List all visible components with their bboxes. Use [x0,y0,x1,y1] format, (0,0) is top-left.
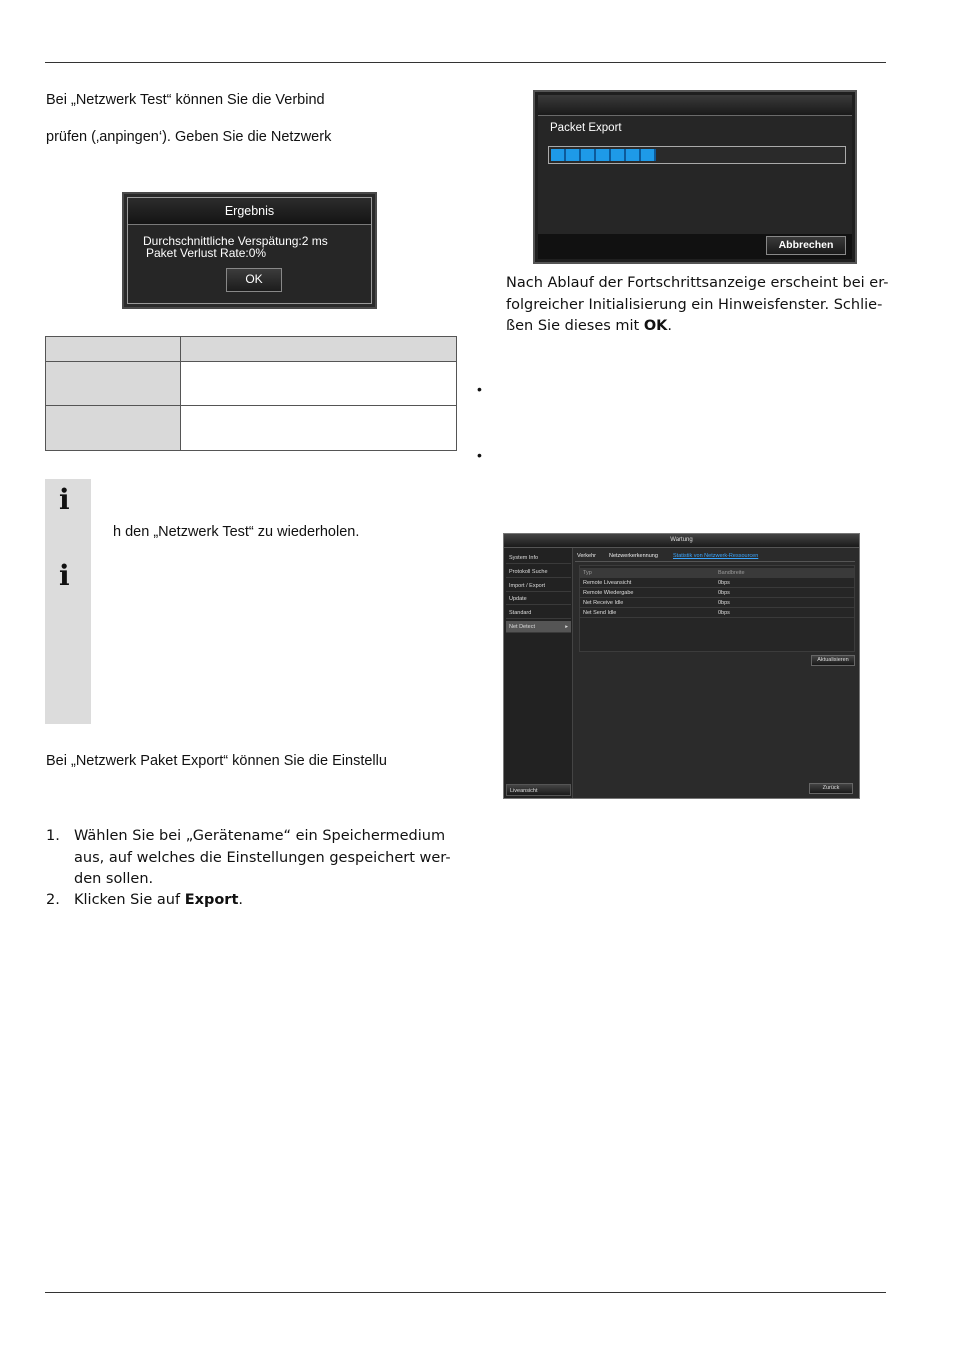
text-line: Nach Ablauf der Fortschrittsanzeige erscheint bei er- [506,275,889,291]
row-bandwidth: 0bps [718,590,730,596]
bullet: • [477,447,482,463]
text-line [506,316,888,338]
table-row [580,588,854,598]
top-rule [45,62,886,63]
back-button[interactable]: Zurück [809,783,853,794]
tab-netzwerkerkennung[interactable]: Netzwerkerkennung [609,553,658,559]
table-row [46,362,457,406]
netzwerk-test-text-line1: Bei „Netzwerk Test“ können Sie die Verbind [46,92,325,108]
step-text [74,826,451,891]
text-bold: OK [643,318,668,334]
table-row [580,608,854,618]
table-header-cell [181,337,457,362]
row-type: Remote Wiedergabe [583,590,634,596]
export-dialog-footer [538,234,852,259]
export-dialog-body [538,116,852,234]
step-text-bold: Export [184,892,239,908]
maintenance-window [503,533,860,799]
maintenance-title: Wartung [504,534,859,548]
bandwidth-table [579,565,855,652]
step-number: 1. [46,828,60,844]
step-text-part: . [238,892,243,908]
cancel-button[interactable]: Abbrechen [766,236,846,255]
row-bandwidth: 0bps [718,580,730,586]
ok-button[interactable]: OK [226,268,282,292]
table-label-cell [46,406,181,451]
tab-statistik[interactable]: Statistik von Netzwerk-Ressourcen [673,553,759,559]
row-type: Net Send Idle [583,610,617,616]
table-header-cell [46,337,181,362]
progress-bar [548,146,846,164]
table-header-row [580,568,854,578]
bottom-rule [45,1292,886,1293]
info-text: h den „Netzwerk Test“ zu wiederholen. [113,524,360,540]
paket-export-text: Bei „Netzwerk Paket Export“ können Sie die Einstellu [46,753,387,769]
sidebar-item-net-detect[interactable] [506,621,571,633]
maintenance-sidebar [504,548,573,798]
text-line: folgreicher Initialisierung ein Hinweisfenster. Schlie- [506,296,883,313]
step-line: den sollen. [74,871,154,887]
row-bandwidth: 0bps [718,610,730,616]
sidebar-item-protokoll-suche[interactable]: Protokoll Suche [506,566,571,578]
netzwerk-test-text-line2: prüfen (‚anpingen‘). Geben Sie die Netzwerk [46,129,332,145]
packet-export-dialog [533,90,857,264]
sidebar-item-label: Net Detect [509,624,535,630]
packet-export-label: Packet Export [550,122,622,134]
settings-table [45,336,457,451]
result-packet-loss: Paket Verlust Rate:0% [146,246,267,260]
text-part: ßen Sie dieses mit [506,318,644,334]
info-icon: i [59,483,70,516]
export-dialog-header [538,95,852,116]
step-line: Wählen Sie bei „Gerätename“ ein Speichermedium [74,828,446,844]
table-value-cell [181,406,457,451]
table-row [580,598,854,608]
sidebar-item-import-export[interactable]: Import / Export [506,580,571,592]
table-value-cell [181,362,457,406]
row-bandwidth: 0bps [718,600,730,606]
chevron-right-icon: ▸ [565,624,568,630]
step-number: 2. [46,892,60,908]
table-row [46,406,457,451]
maintenance-tabs [575,550,855,562]
step-text [74,890,243,912]
row-type: Net Receive Idle [583,600,624,606]
info-icon: i [59,559,70,592]
bullet: • [477,381,482,397]
column-header-bandbreite: Bandbreite [718,570,745,576]
result-dialog [122,192,377,309]
progress-bar-fill [551,149,656,161]
sidebar-item-standard[interactable]: Standard [506,607,571,619]
refresh-button[interactable]: Aktualisieren [811,655,855,666]
text-part: . [667,318,673,334]
tab-verkehr[interactable]: Verkehr [577,553,596,559]
step-text-part: Klicken Sie auf [74,892,185,908]
table-row [580,578,854,588]
sidebar-item-update[interactable]: Update [506,593,571,605]
init-hint-text [506,273,888,338]
live-view-button[interactable]: Liveansicht [506,784,571,796]
sidebar-item-system-info[interactable]: System Info [506,552,571,564]
row-type: Remote Liveansicht [583,580,632,586]
info-box [45,479,91,724]
step-line: aus, auf welches die Einstellungen gespeichert wer- [74,849,451,866]
result-latency: Durchschnittliche Verspätung:2 ms [143,234,328,248]
result-dialog-title: Ergebnis [128,198,371,225]
table-row [46,337,457,362]
table-label-cell [46,362,181,406]
column-header-typ: Typ [583,570,592,576]
